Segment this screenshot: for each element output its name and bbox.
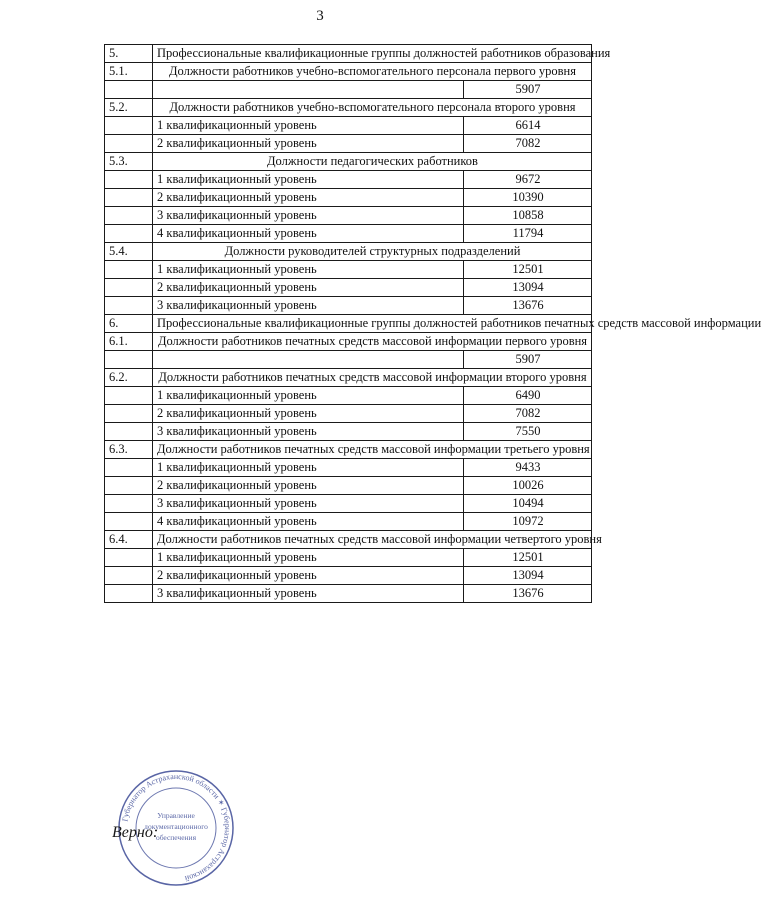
qualification-level: 2 квалификационный уровень bbox=[153, 279, 464, 297]
table-row bbox=[105, 477, 592, 495]
section-header-row bbox=[105, 441, 592, 459]
row-number: 5. bbox=[105, 45, 153, 63]
row-number bbox=[105, 171, 153, 189]
qualification-level: 2 квалификационный уровень bbox=[153, 477, 464, 495]
salary-value: 10494 bbox=[464, 495, 592, 513]
row-number bbox=[105, 261, 153, 279]
row-number bbox=[105, 81, 153, 99]
row-number: 5.3. bbox=[105, 153, 153, 171]
table-row bbox=[105, 207, 592, 225]
row-number: 5.1. bbox=[105, 63, 153, 81]
salary-value: 13676 bbox=[464, 297, 592, 315]
row-number bbox=[105, 495, 153, 513]
salary-value: 7082 bbox=[464, 405, 592, 423]
qualification-level: 2 квалификационный уровень bbox=[153, 135, 464, 153]
salary-value: 10858 bbox=[464, 207, 592, 225]
row-number bbox=[105, 405, 153, 423]
salary-value: 5907 bbox=[464, 351, 592, 369]
table-row bbox=[105, 387, 592, 405]
section-title: Должности работников печатных средств массовой информации второго уровня bbox=[153, 369, 592, 387]
svg-text:документационного: документационного bbox=[144, 822, 208, 831]
row-number bbox=[105, 279, 153, 297]
salary-value: 13094 bbox=[464, 567, 592, 585]
section-header-row bbox=[105, 369, 592, 387]
qualification-level: 4 квалификационный уровень bbox=[153, 225, 464, 243]
certification-mark: Верно: bbox=[112, 824, 159, 841]
salary-value: 13094 bbox=[464, 279, 592, 297]
row-number bbox=[105, 117, 153, 135]
salary-value: 6490 bbox=[464, 387, 592, 405]
section-title: Должности работников печатных средств массовой информации первого уровня bbox=[153, 333, 592, 351]
table-row bbox=[105, 351, 592, 369]
qualification-level: 3 квалификационный уровень bbox=[153, 495, 464, 513]
table-row bbox=[105, 171, 592, 189]
qualification-level: 3 квалификационный уровень bbox=[153, 585, 464, 603]
row-number bbox=[105, 135, 153, 153]
row-number: 5.4. bbox=[105, 243, 153, 261]
qualification-level: 2 квалификационный уровень bbox=[153, 189, 464, 207]
section-header-row bbox=[105, 315, 592, 333]
section-title: Должности руководителей структурных подразделений bbox=[153, 243, 592, 261]
salary-value: 9672 bbox=[464, 171, 592, 189]
qualification-level: 1 квалификационный уровень bbox=[153, 387, 464, 405]
table-row bbox=[105, 567, 592, 585]
table-row bbox=[105, 135, 592, 153]
row-number: 6.3. bbox=[105, 441, 153, 459]
salary-value: 10026 bbox=[464, 477, 592, 495]
row-number bbox=[105, 423, 153, 441]
table-row bbox=[105, 189, 592, 207]
table-row bbox=[105, 261, 592, 279]
row-number: 6.4. bbox=[105, 531, 153, 549]
section-title: Профессиональные квалификационные группы должностей работников печатных средств массовой информации bbox=[153, 315, 592, 333]
row-number: 6. bbox=[105, 315, 153, 333]
table-body bbox=[105, 45, 761, 603]
table-row bbox=[105, 423, 592, 441]
qualification-level bbox=[153, 351, 464, 369]
page-number: 3 bbox=[316, 8, 324, 24]
svg-text:Губернатор Астраханской област: Губернатор Астраханской области ✶ Губернатор Астраханской bbox=[120, 771, 233, 884]
row-number bbox=[105, 477, 153, 495]
section-title: Должности работников печатных средств массовой информации четвертого уровня bbox=[153, 531, 592, 549]
table-row bbox=[105, 81, 592, 99]
qualification-level: 1 квалификационный уровень bbox=[153, 261, 464, 279]
svg-text:обеспечения: обеспечения bbox=[155, 833, 197, 842]
row-number bbox=[105, 225, 153, 243]
row-number bbox=[105, 207, 153, 225]
salary-value: 10390 bbox=[464, 189, 592, 207]
salary-value: 12501 bbox=[464, 549, 592, 567]
salary-value: 9433 bbox=[464, 459, 592, 477]
row-number bbox=[105, 387, 153, 405]
table-row bbox=[105, 297, 592, 315]
section-header-row bbox=[105, 153, 592, 171]
table-row bbox=[105, 495, 592, 513]
svg-text:Управление: Управление bbox=[157, 811, 195, 820]
salary-value: 7550 bbox=[464, 423, 592, 441]
row-number bbox=[105, 567, 153, 585]
qualification-level: 1 квалификационный уровень bbox=[153, 459, 464, 477]
row-number: 6.1. bbox=[105, 333, 153, 351]
qualification-level: 3 квалификационный уровень bbox=[153, 297, 464, 315]
section-title: Профессиональные квалификационные группы должностей работников образования bbox=[153, 45, 592, 63]
qualification-level: 2 квалификационный уровень bbox=[153, 567, 464, 585]
table-row bbox=[105, 549, 592, 567]
table-row bbox=[105, 405, 592, 423]
table-row bbox=[105, 225, 592, 243]
qualification-level: 2 квалификационный уровень bbox=[153, 405, 464, 423]
row-number bbox=[105, 459, 153, 477]
row-number bbox=[105, 513, 153, 531]
qualification-level: 3 квалификационный уровень bbox=[153, 207, 464, 225]
row-number: 6.2. bbox=[105, 369, 153, 387]
section-header-row bbox=[105, 333, 592, 351]
table-row bbox=[105, 585, 592, 603]
salary-value: 10972 bbox=[464, 513, 592, 531]
section-title: Должности работников учебно-вспомогательного персонала второго уровня bbox=[153, 99, 592, 117]
qualification-level: 3 квалификационный уровень bbox=[153, 423, 464, 441]
salary-value: 12501 bbox=[464, 261, 592, 279]
table-row bbox=[105, 279, 592, 297]
table-row bbox=[105, 459, 592, 477]
table-row bbox=[105, 513, 592, 531]
row-number bbox=[105, 351, 153, 369]
row-number: 5.2. bbox=[105, 99, 153, 117]
salary-value: 13676 bbox=[464, 585, 592, 603]
section-header-row bbox=[105, 63, 592, 81]
section-header-row bbox=[105, 243, 592, 261]
section-header-row bbox=[105, 45, 592, 63]
section-title: Должности работников печатных средств массовой информации третьего уровня bbox=[153, 441, 592, 459]
salary-table bbox=[104, 44, 761, 603]
qualification-level: 1 квалификационный уровень bbox=[153, 171, 464, 189]
qualification-level: 4 квалификационный уровень bbox=[153, 513, 464, 531]
section-title: Должности педагогических работников bbox=[153, 153, 592, 171]
section-title: Должности работников учебно-вспомогательного персонала первого уровня bbox=[153, 63, 592, 81]
row-number bbox=[105, 297, 153, 315]
qualification-level bbox=[153, 81, 464, 99]
qualification-level: 1 квалификационный уровень bbox=[153, 117, 464, 135]
row-number bbox=[105, 585, 153, 603]
row-number bbox=[105, 549, 153, 567]
qualification-level: 1 квалификационный уровень bbox=[153, 549, 464, 567]
salary-value: 6614 bbox=[464, 117, 592, 135]
salary-value: 11794 bbox=[464, 225, 592, 243]
table-row bbox=[105, 117, 592, 135]
salary-value: 5907 bbox=[464, 81, 592, 99]
salary-value: 7082 bbox=[464, 135, 592, 153]
section-header-row bbox=[105, 531, 592, 549]
row-number bbox=[105, 189, 153, 207]
section-header-row bbox=[105, 99, 592, 117]
